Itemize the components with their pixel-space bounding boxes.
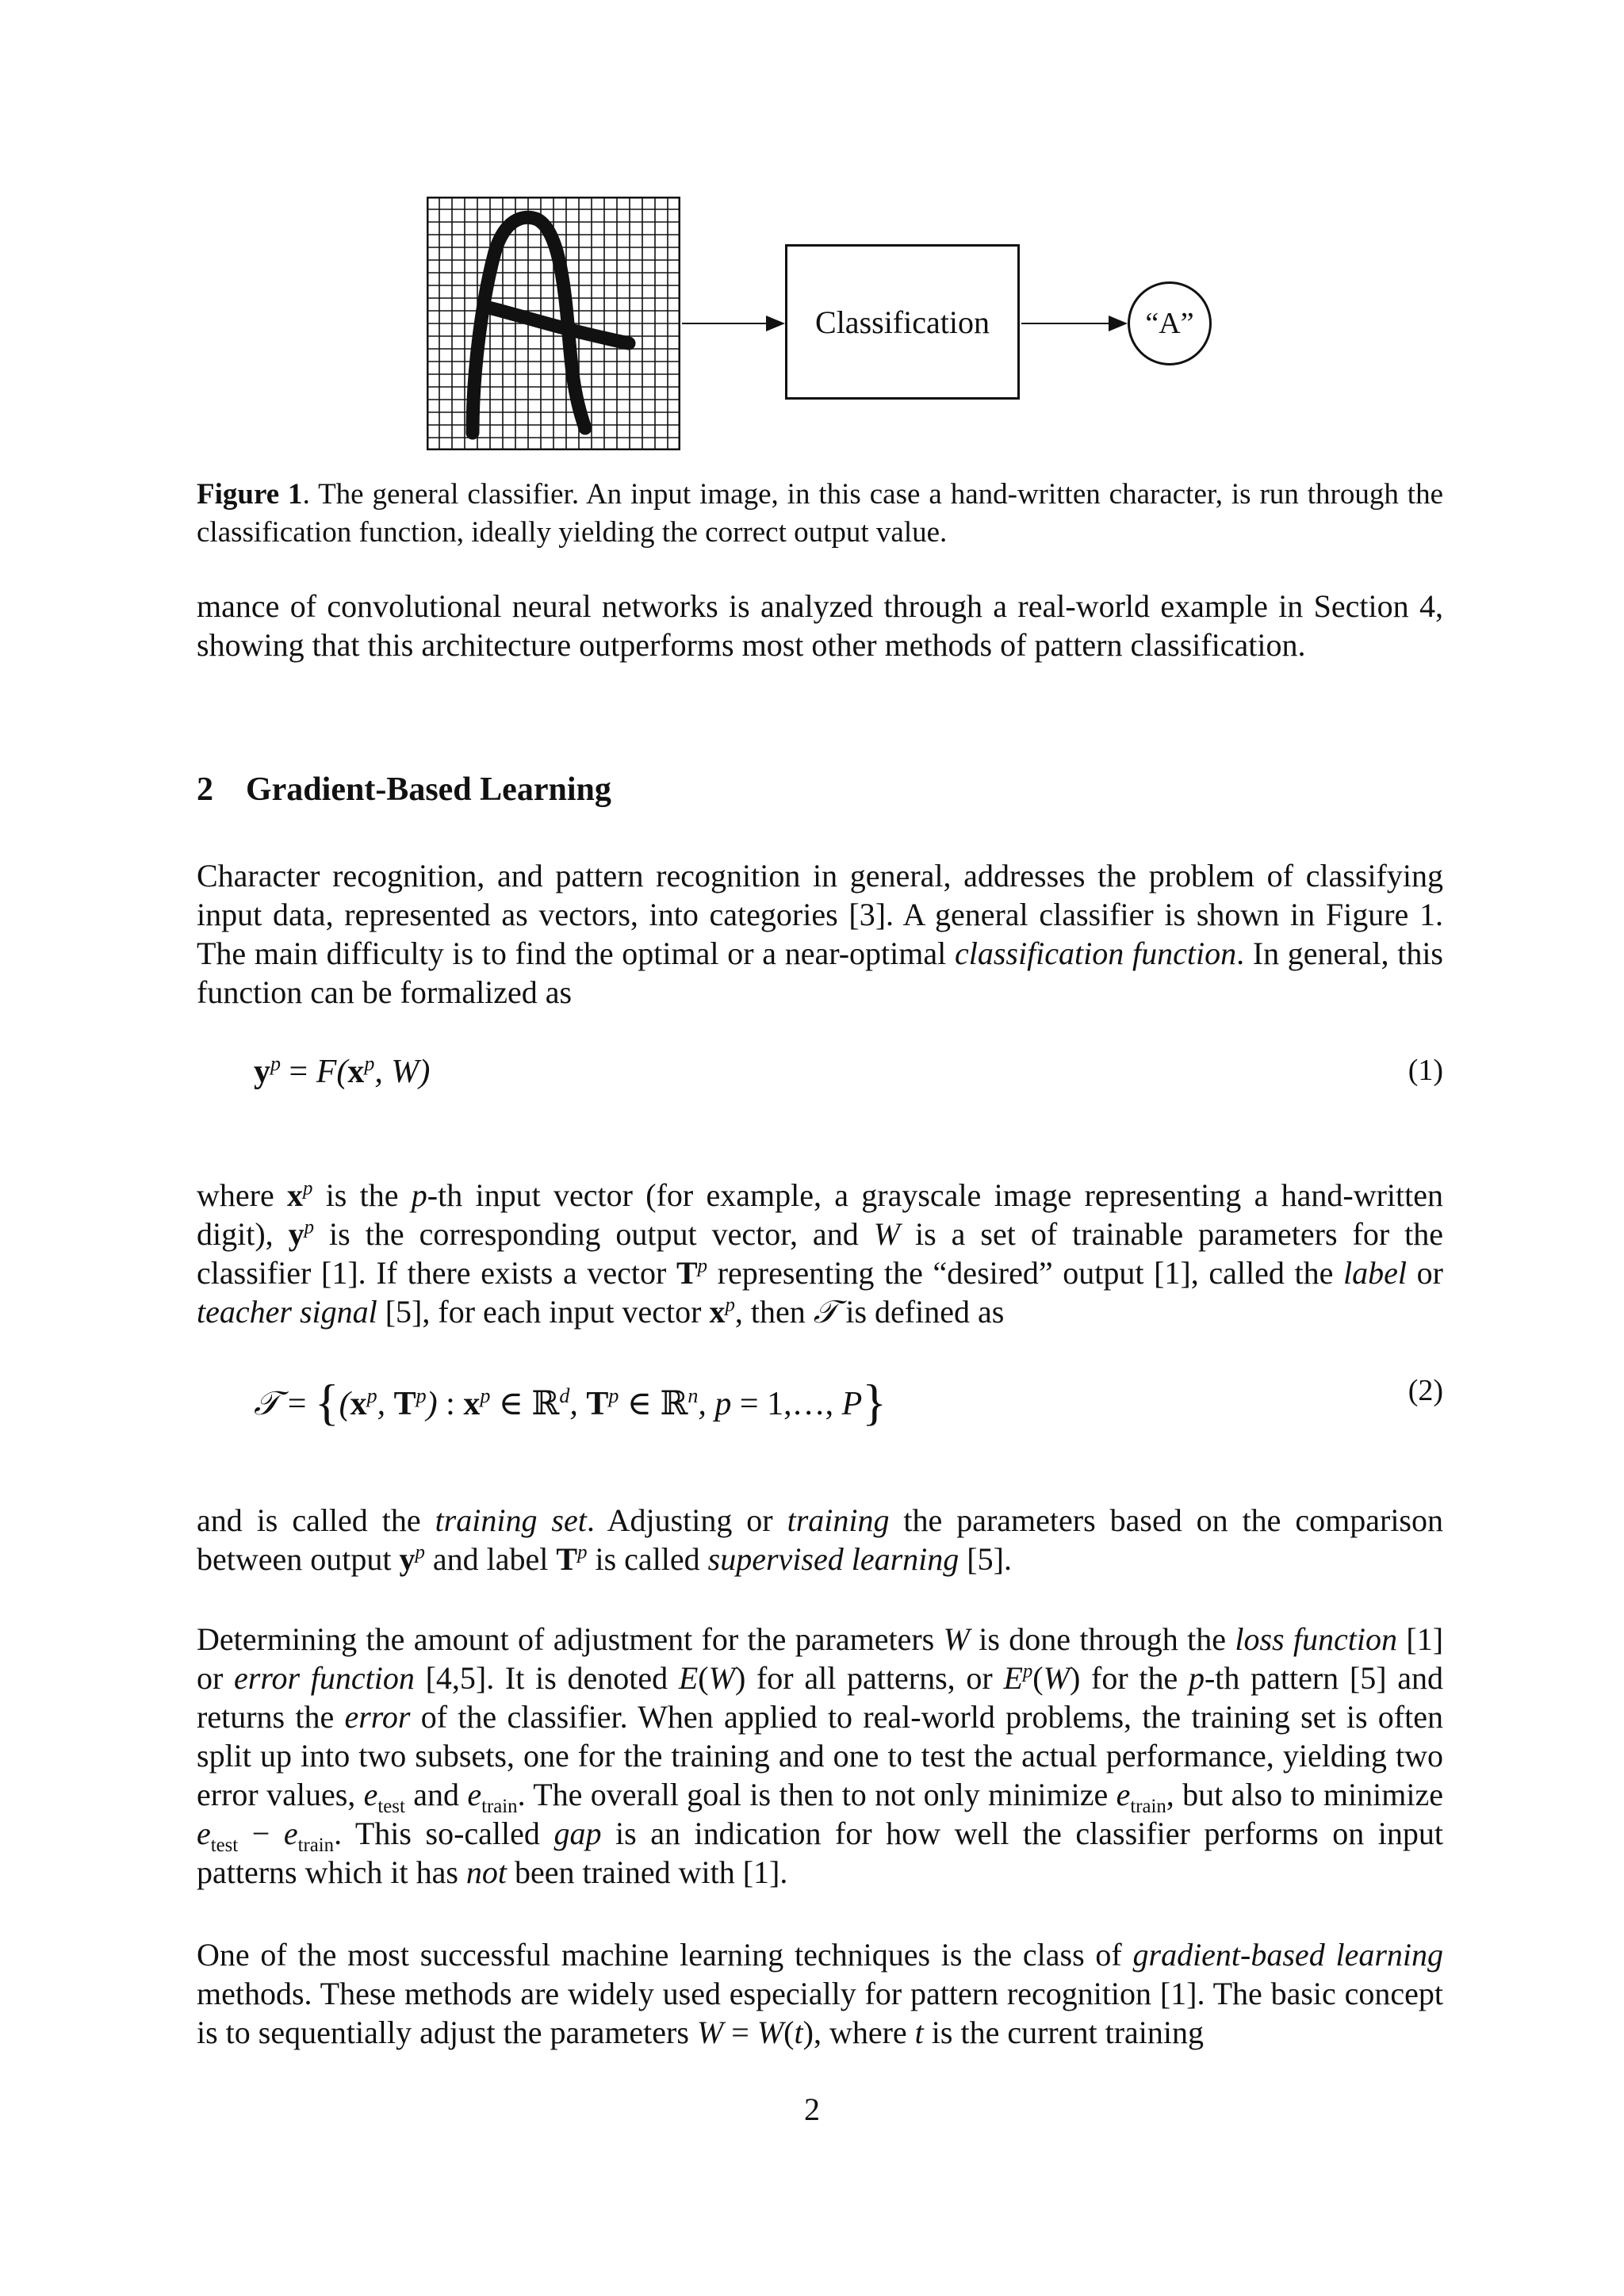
classification-label: Classification	[815, 304, 990, 340]
equation-2-number: (2)	[1408, 1374, 1443, 1407]
equation-2-body: 𝒯 = {($x^p$, $T^p$) : $x^p$ ∈ ℝ$^d$, $T^p$ ∈ ℝ$^n$, p = 1,…, P}	[254, 1374, 887, 1430]
caption-label: Figure 1	[197, 478, 303, 511]
output-label: “A”	[1145, 307, 1194, 340]
para1-text: Character recognition, and pattern recognition in general, addresses the problem of classifying input data, represented as vectors, into categories [3]. A general classifier is shown in Figure 1. The main difficulty is to find the optimal or a near-optimal	[197, 858, 1443, 971]
figure-caption	[197, 476, 1443, 552]
handwritten-a-icon	[473, 217, 629, 433]
page-number: 2	[804, 2091, 820, 2127]
para1-text: . In general, this function can be formalized as	[197, 936, 1443, 1010]
classification-box	[785, 244, 1020, 400]
equation-1-body: $y^p = F(x^p$, W)	[254, 1052, 431, 1090]
para1-emphasis: classification function	[954, 936, 1237, 971]
equation-1	[197, 1053, 1443, 1116]
equation-2	[197, 1373, 1443, 1437]
paragraph-2: where $x^p$ is the p-th input vector (for example, a grayscale image representing a hand-written digit), $y^p$ is the corresponding output vector, and W is a set of trainable parameters for the classifier [1]. If there exists a vector $T^p$ representing the “desired” output [1], called the label or teacher signal [5], for each input vector $x^p$, then 𝒯 is defined as	[197, 1177, 1443, 1330]
output-node	[1128, 281, 1212, 365]
paragraph-4: Determining the amount of adjustment for the parameters W is done through the loss function [1] or error function [4,5]. It is denoted E(W) for all patterns, or $E^p(W)$ for the p-th pattern [5] and returns the error of the classifier. When applied to real-world problems, the training set is often split up into two subsets, one for the training and one to test the actual performance, yielding two error values, $e_{test}$ and $e_{train}$. The overall goal is then to not only minimize $e_{train}$, but also to minimize $e_{test} - e_{train}$. This so-called gap is an indication for how well the classifier performs on input patterns which it has not been trained with [1].	[197, 1621, 1444, 1890]
intro-paragraph: mance of convolutional neural networks is analyzed through a real-world example in Section 4, showing that this architecture outperforms most other methods of pattern classification.	[197, 588, 1443, 663]
figure-1	[412, 190, 1237, 460]
equation-1-number: (1)	[1408, 1054, 1443, 1087]
input-image-grid	[427, 197, 680, 450]
paragraph-3: and is called the training set. Adjusting or training the parameters based on the comparison between output $y^p$ and label $T^p$ is called supervised learning [5].	[197, 1502, 1444, 1577]
paragraph-5: One of the most successful machine learning techniques is the class of gradient-based learning methods. These methods are widely used especially for pattern recognition [1]. The basic concept is to sequentially adjust the parameters W = W(t), where t is the current training	[197, 1937, 1444, 2050]
caption-text: . The general classifier. An input image, in this case a hand-written character, is run through the classification function, ideally yielding the correct output value.	[197, 478, 1443, 549]
paragraph-1	[197, 856, 1443, 1012]
section-title: Gradient-Based Learning	[246, 771, 611, 808]
section-number: 2	[197, 771, 213, 808]
section-heading	[197, 771, 611, 809]
